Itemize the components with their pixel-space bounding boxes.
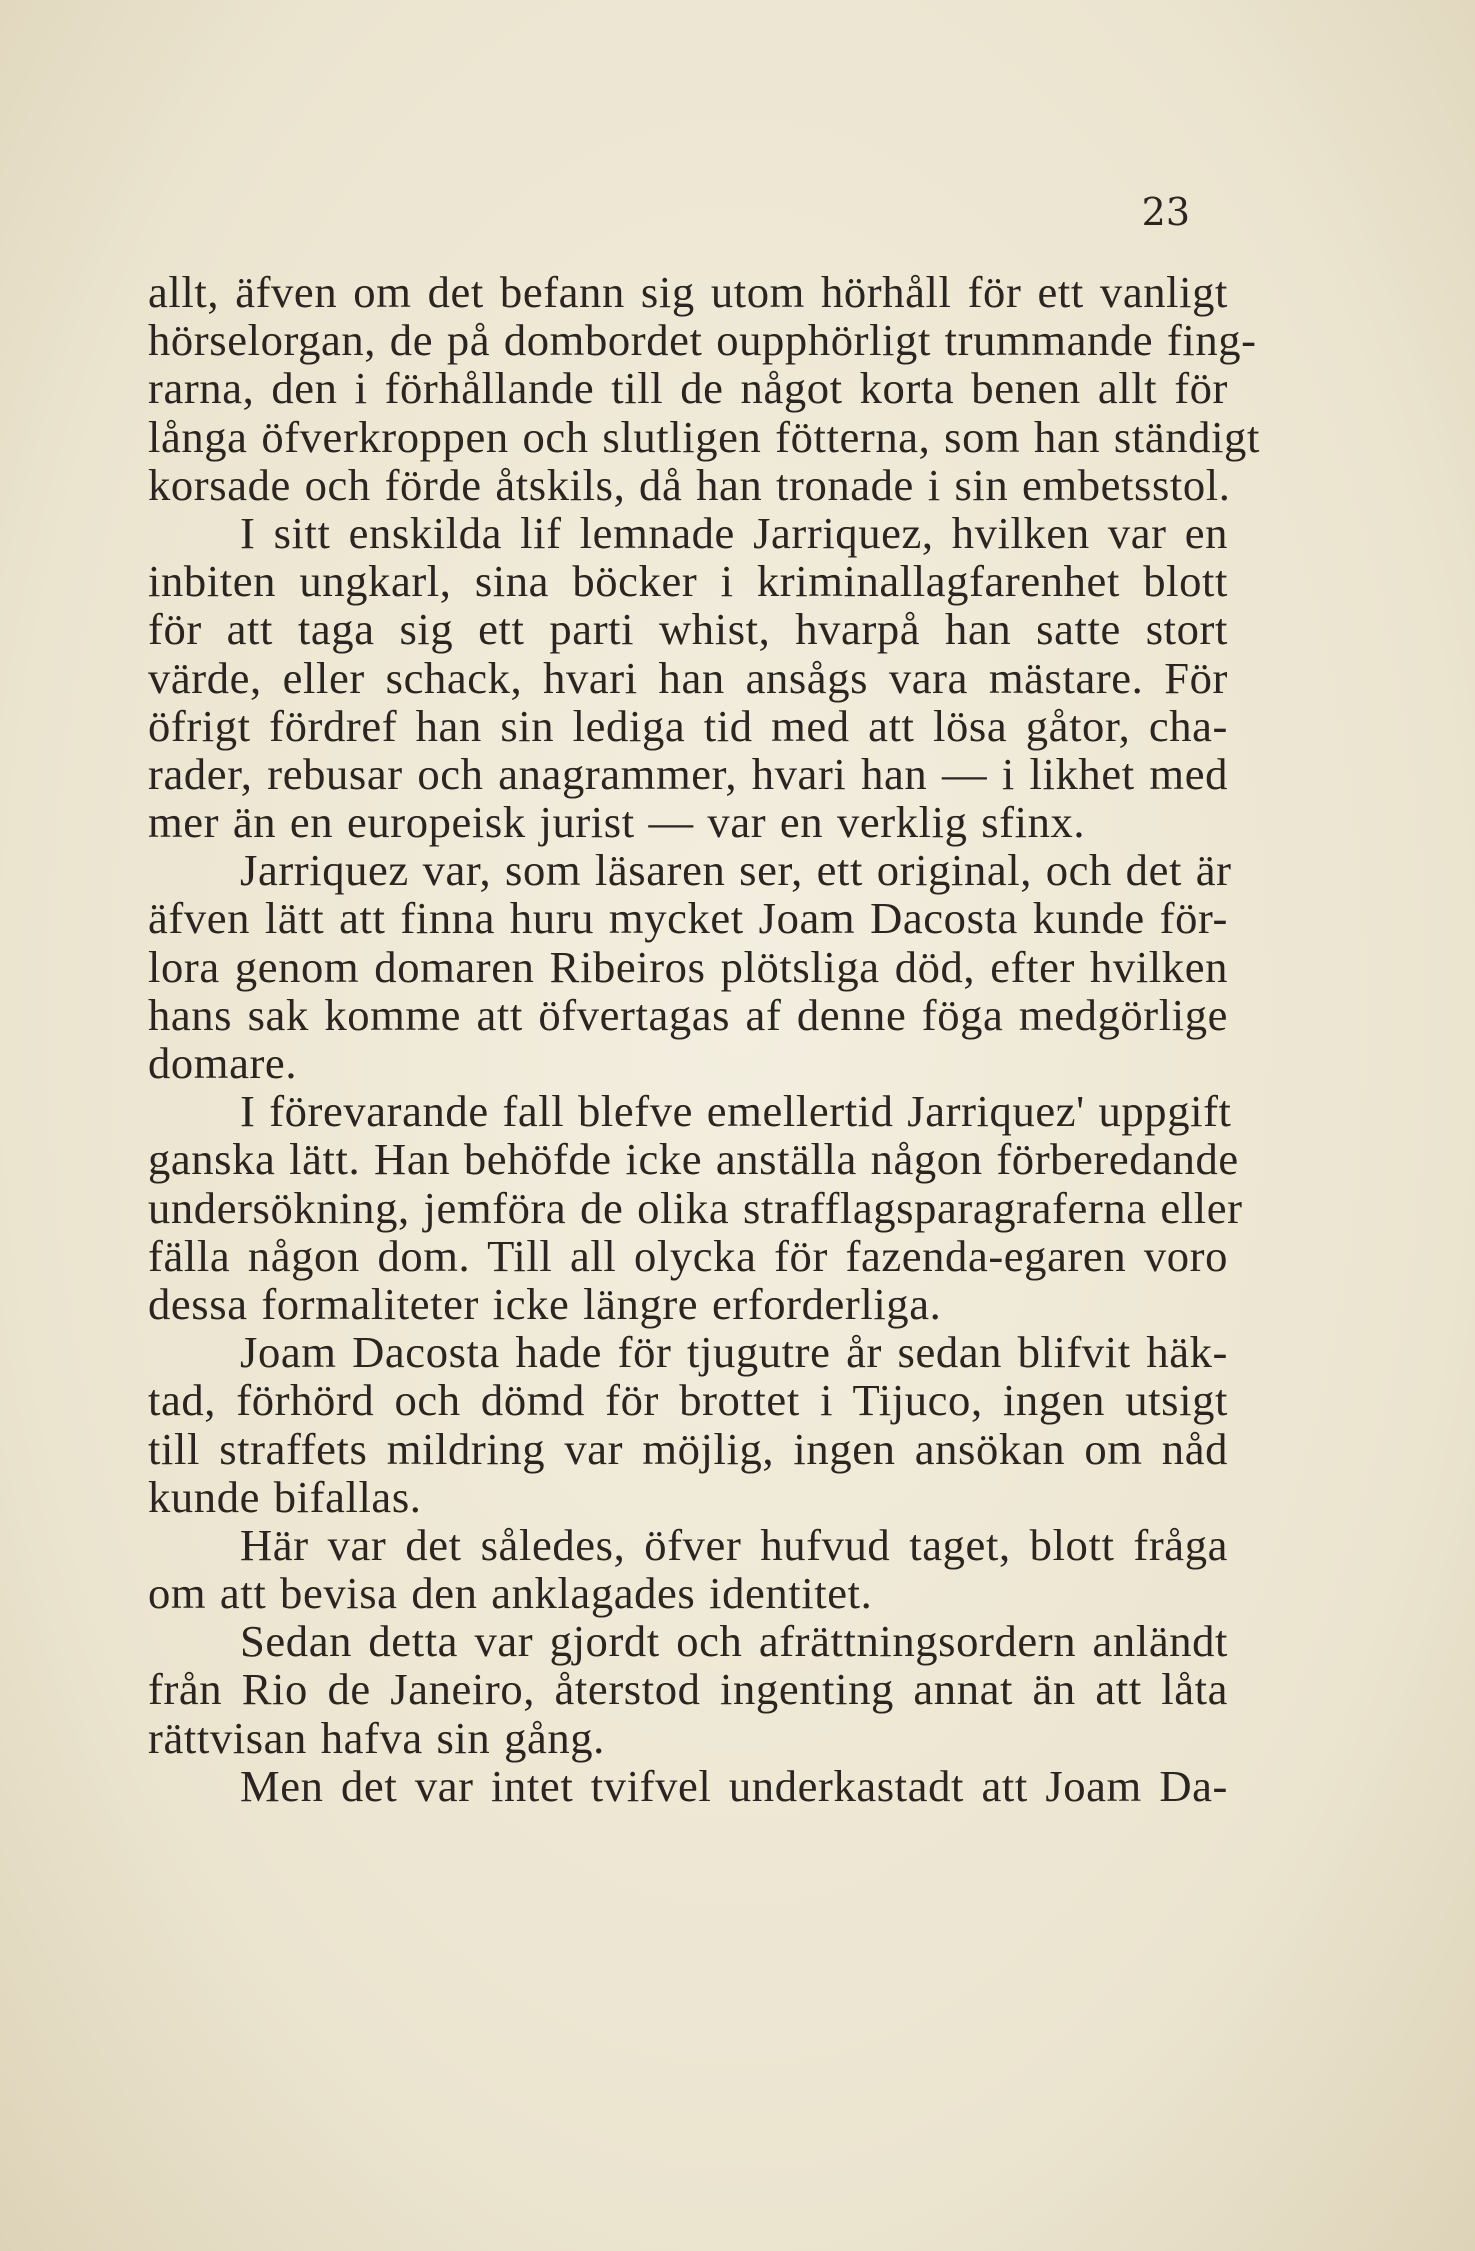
text-line: äfven lätt att finna huru mycket Joam Dacosta kunde för- — [148, 893, 1228, 944]
text-line: rader, rebusar och anagrammer, hvari han — i likhet med — [148, 748, 1228, 799]
text-line: om att bevisa den anklagades identitet. — [148, 1568, 873, 1619]
text-line: hans sak komme att öfvertagas af denne föga medgörlige — [148, 989, 1228, 1040]
text-line: för att taga sig ett parti whist, hvarpå han satte stort — [148, 604, 1228, 655]
text-line: mer än en europeisk jurist — var en verklig sfinx. — [148, 797, 1086, 848]
text-line: Sedan detta var gjordt och afrättningsordern anländt — [240, 1616, 1228, 1667]
text-line: kunde bifallas. — [148, 1471, 422, 1522]
text-line: Joam Dacosta hade för tjugutre år sedan blifvit häk- — [240, 1327, 1228, 1378]
text-line: lora genom domaren Ribeiros plötsliga död, efter hvilken — [148, 941, 1228, 992]
text-line: dessa formaliteter icke längre erforderliga. — [148, 1278, 942, 1329]
text-line: hörselorgan, de på dombordet oupphörligt trummande fing- — [148, 315, 1257, 366]
text-line: I sitt enskilda lif lemnade Jarriquez, hvilken var en — [240, 507, 1228, 558]
text-line: korsade och förde åtskils, då han tronade i sin embetsstol. — [148, 459, 1231, 510]
text-line: Men det var intet tvifvel underkastadt att Joam Da- — [240, 1760, 1228, 1811]
text-line: fälla någon dom. Till all olycka för fazenda-egaren voro — [148, 1230, 1228, 1281]
text-line: inbiten ungkarl, sina böcker i kriminallagfarenhet blott — [148, 556, 1228, 607]
page-number: 23 — [1141, 190, 1190, 234]
text-line: tad, förhörd och dömd för brottet i Tijuco, ingen utsigt — [148, 1375, 1228, 1426]
text-line: undersökning, jemföra de olika strafflagsparagraferna eller — [148, 1182, 1243, 1233]
text-line: Här var det således, öfver hufvud taget, blott fråga — [240, 1519, 1228, 1570]
text-line: I förevarande fall blefve emellertid Jarriquez' uppgift — [240, 1086, 1232, 1137]
text-line: från Rio de Janeiro, återstod ingenting annat än att låta — [148, 1664, 1228, 1715]
text-line: allt, äfven om det befann sig utom hörhåll för ett vanligt — [148, 267, 1228, 317]
text-line: till straffets mildring var möjlig, ingen ansökan om nåd — [148, 1423, 1228, 1474]
text-line: rättvisan hafva sin gång. — [148, 1712, 605, 1763]
text-line: värde, eller schack, hvari han ansågs vara mästare. För — [148, 652, 1228, 703]
body-text — [148, 267, 1260, 1811]
text-line: Jarriquez var, som läsaren ser, ett original, och det är — [240, 845, 1232, 896]
text-line: domare. — [148, 1038, 298, 1088]
text-line: rarna, den i förhållande till de något korta benen allt för — [148, 363, 1228, 414]
text-line: öfrigt fördref han sin lediga tid med att lösa gåtor, cha- — [148, 700, 1228, 751]
text-line: långa öfverkroppen och slutligen fötterna, som han ständigt — [148, 411, 1260, 462]
text-line: ganska lätt. Han behöfde icke anställa någon förberedande — [148, 1134, 1239, 1185]
